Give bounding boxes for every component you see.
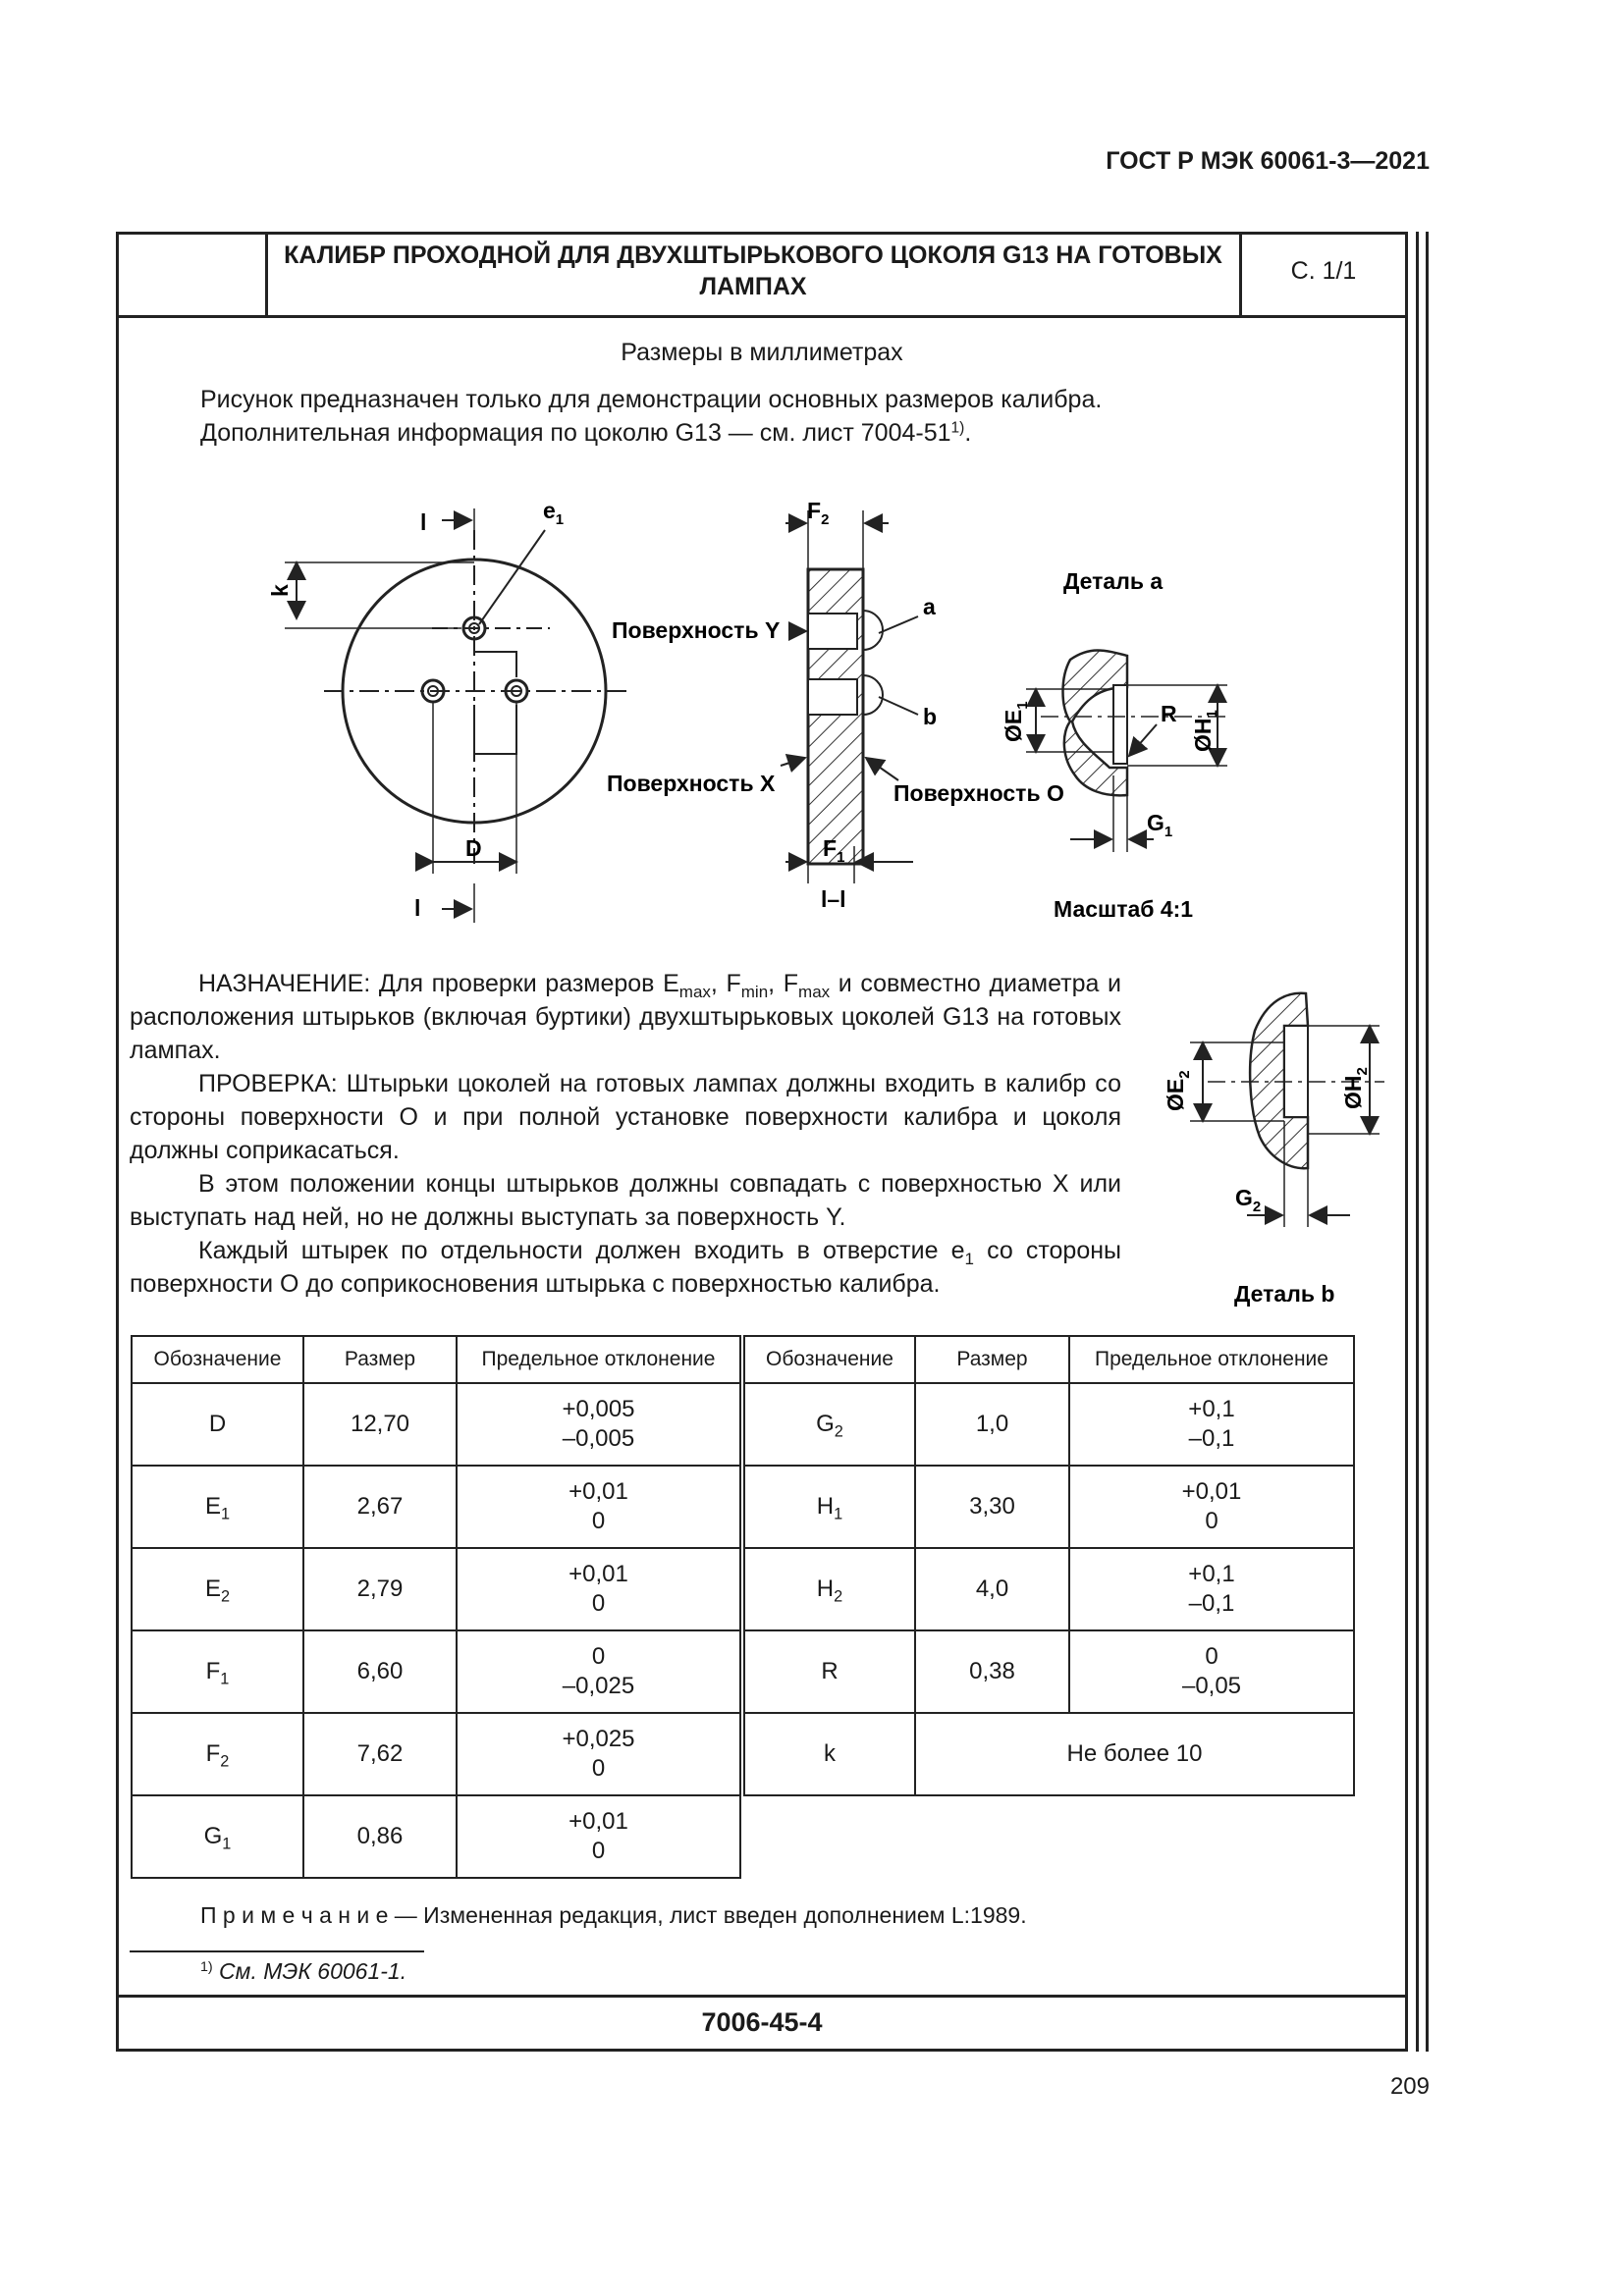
cell-tolerance: 0 –0,05 (1069, 1630, 1354, 1713)
label-k: k (267, 584, 293, 597)
label-section: l–l (821, 886, 846, 912)
note-label: П р и м е ч а н и е (200, 1902, 389, 1928)
label-b: b (923, 704, 938, 729)
cell-tolerance: +0,1 –0,1 (1069, 1548, 1354, 1630)
label-l-top: l (420, 509, 427, 535)
cell-size: 3,30 (915, 1466, 1069, 1548)
label-D: D (465, 835, 482, 861)
table-row (132, 1383, 740, 1466)
col-header-size: Размер (915, 1336, 1069, 1383)
cell-tolerance: +0,01 0 (1069, 1466, 1354, 1548)
cell-designation: $E_2$ (132, 1548, 303, 1630)
table-row (744, 1548, 1354, 1630)
cell-designation: $F_1$ (132, 1630, 303, 1713)
footer-rule (116, 1995, 1408, 1998)
intro-line-2: Дополнительная информация по цоколю G13 — см. лист 7004-51$^{1)}$. (200, 419, 972, 447)
label-detail-b: Деталь b (1234, 1281, 1335, 1307)
standard-number: ГОСТ Р МЭК 60061-3—2021 (1106, 147, 1430, 175)
col-header-size: Размер (303, 1336, 457, 1383)
dimension-table-left (131, 1335, 741, 1879)
label-a: a (923, 594, 936, 619)
cell-designation: $F_2$ (132, 1713, 303, 1795)
cell-size: 0,38 (915, 1630, 1069, 1713)
cell-size: 2,79 (303, 1548, 457, 1630)
intro-line-1: Рисунок предназначен только для демонстрации основных размеров калибра. (200, 386, 1103, 413)
sheet-code: 7006-45-4 (701, 2007, 823, 2037)
sheet-page: С. 1/1 (1290, 257, 1357, 285)
col-header-designation: Обозначение (744, 1336, 915, 1383)
section-view (781, 510, 918, 883)
label-H1: $ØH_1$ (1190, 710, 1220, 752)
label-F2: $F_2$ (807, 498, 830, 528)
cell-designation: $G_1$ (132, 1795, 303, 1878)
front-view (285, 508, 628, 923)
table-row (132, 1466, 740, 1548)
cell-size: 12,70 (303, 1383, 457, 1466)
cell-size: 6,60 (303, 1630, 457, 1713)
label-surface-x: Поверхность X (607, 771, 776, 796)
label-R: R (1161, 701, 1177, 726)
cell-size: 7,62 (303, 1713, 457, 1795)
col-header-tolerance: Предельное отклонение (1069, 1336, 1354, 1383)
cell-designation: D (132, 1383, 303, 1466)
cell-size: 2,67 (303, 1466, 457, 1548)
cell-tolerance: +0,005 –0,005 (457, 1383, 740, 1466)
cell-designation: $H_2$ (744, 1548, 915, 1630)
cell-size: 1,0 (915, 1383, 1069, 1466)
label-surface-y: Поверхность Y (612, 617, 781, 643)
table-row (744, 1713, 1354, 1795)
label-E2: $ØE_2$ (1163, 1070, 1193, 1111)
label-E1: $ØE_1$ (1001, 701, 1031, 742)
cell-designation: $H_1$ (744, 1466, 915, 1548)
table-row (132, 1630, 740, 1713)
label-e1: $e_1$ (543, 498, 565, 528)
each-pin-paragraph: Каждый штырек по отдельности должен входить в отверстие $e_1$ со стороны поверхности O до соприкосновения штырька с поверхностью калибра. (130, 1237, 1122, 1298)
footnote: $^{1)}$ См. МЭК 60061-1. (200, 1958, 407, 1984)
table-row (744, 1383, 1354, 1466)
cell-size: 0,86 (303, 1795, 457, 1878)
units-note: Размеры в миллиметрах (621, 339, 903, 366)
cell-designation: $E_1$ (132, 1466, 303, 1548)
cell-size: 4,0 (915, 1548, 1069, 1630)
cell-designation: $G_2$ (744, 1383, 915, 1466)
sheet-title: КАЛИБР ПРОХОДНОЙ ДЛЯ ДВУХШТЫРЬКОВОГО ЦОКОЛЯ G13 НА ГОТОВЫХ ЛАМПАХ (284, 241, 1222, 300)
table-row (132, 1548, 740, 1630)
label-G1: $G_1$ (1147, 810, 1173, 840)
position-paragraph: В этом положении концы штырьков должны совпадать с поверхностью X или выступать над ней, но не должны выступать за поверхность Y. (130, 1170, 1121, 1231)
description-text (130, 967, 1121, 1301)
cell-tolerance: +0,01 0 (457, 1548, 740, 1630)
cell-tolerance: +0,01 0 (457, 1466, 740, 1548)
cell-size-merged: Не более 10 (915, 1713, 1354, 1795)
note-text: — Измененная редакция, лист введен дополнением L:1989. (388, 1902, 1027, 1928)
cell-designation: R (744, 1630, 915, 1713)
col-header-tolerance: Предельное отклонение (457, 1336, 740, 1383)
purpose-paragraph: НАЗНАЧЕНИЕ: Для проверки размеров $E_{max}$, $F_{min}$, $F_{max}$ и совместно диаметра и расположения штырьков (включая буртики) двухштырьковых цоколей G13 на готовых лампах. (130, 970, 1122, 1064)
table-row (744, 1466, 1354, 1548)
label-F1: $F_1$ (823, 835, 845, 866)
table-row (132, 1795, 740, 1878)
cell-designation: k (744, 1713, 915, 1795)
label-G2: $G_2$ (1235, 1185, 1262, 1215)
cell-tolerance: 0 –0,025 (457, 1630, 740, 1713)
footnote-rule (130, 1950, 424, 1952)
check-paragraph: ПРОВЕРКА: Штырьки цоколей на готовых лампах должны входить в калибр со стороны поверхности O и при полной установке поверхности калибра и цоколя должны соприкасаться. (130, 1070, 1121, 1164)
label-l-bottom: l (414, 895, 421, 921)
table-row (132, 1713, 740, 1795)
cell-tolerance: +0,025 0 (457, 1713, 740, 1795)
note (200, 1902, 1027, 1929)
label-surface-o: Поверхность O (893, 780, 1064, 806)
page-number: 209 (1389, 2073, 1430, 2100)
cell-tolerance: +0,1 –0,1 (1069, 1383, 1354, 1466)
label-scale: Масштаб 4:1 (1054, 896, 1194, 922)
cell-tolerance: +0,01 0 (457, 1795, 740, 1878)
label-detail-a: Деталь a (1063, 568, 1164, 594)
dimension-table-right (743, 1335, 1355, 1796)
table-row (744, 1630, 1354, 1713)
label-H2: $ØH_2$ (1340, 1067, 1371, 1109)
col-header-designation: Обозначение (132, 1336, 303, 1383)
